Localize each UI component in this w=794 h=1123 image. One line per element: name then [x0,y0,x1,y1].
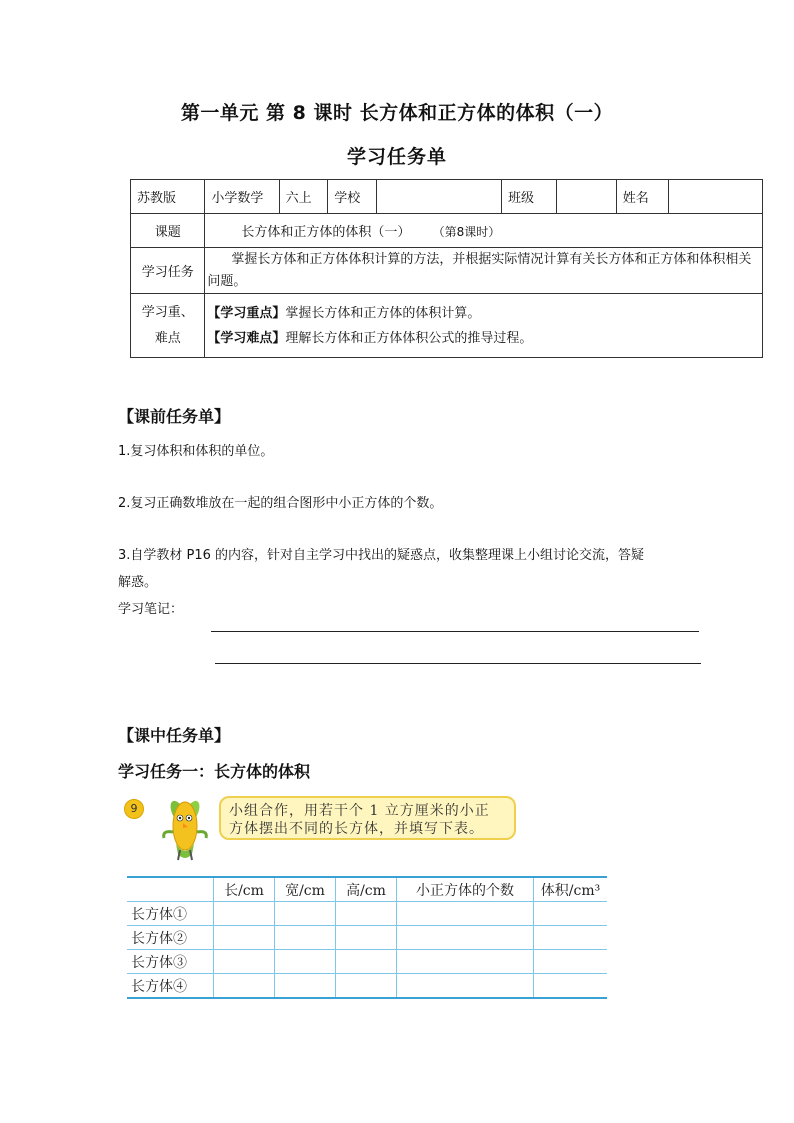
topic-label: 课题 [131,214,205,248]
problem-number-badge: 9 [124,799,144,819]
cell-length[interactable] [214,950,275,974]
cell-width[interactable] [275,950,336,974]
cell-count[interactable] [397,974,534,999]
school-label: 学校 [328,180,377,214]
notes-label: 学习笔记： [118,602,184,617]
table-row [127,926,607,950]
cell-count[interactable] [397,902,534,926]
pre-class-item-3-line2: 解惑。 [118,575,158,590]
cell-volume[interactable] [534,902,608,926]
pre-class-item-2: 2.复习正确数堆放在一起的组合图形中小正方体的个数。 [118,496,443,511]
edition-cell: 苏教版 [131,180,205,214]
page-subtitle: 学习任务单 [346,146,447,168]
pre-class-item-3-line1: 3.自学教材 P16 的内容，针对自主学习中找出的疑惑点，收集整理课上小组讨论交流，答疑 [118,548,645,563]
topic-period: （第8课时） [432,225,501,239]
table-row [127,974,607,999]
difficulty-point [207,326,756,351]
key-point [207,301,756,326]
class-field[interactable] [556,180,616,214]
cell-count[interactable] [397,926,534,950]
page-title: 第一单元 第 8 课时 长方体和正方体的体积（一） [180,102,614,124]
notes-line-1[interactable] [211,631,699,632]
cell-volume[interactable] [534,974,608,999]
cell-height[interactable] [336,926,397,950]
row-label: 长方体③ [127,950,214,974]
cell-length[interactable] [214,926,275,950]
in-class-heading: 【课中任务单】 [118,726,231,745]
difficulty-value: 理解长方体和正方体体积公式的推导过程。 [285,330,533,346]
focus-cell [205,294,763,358]
table-header-height: 高/cm [336,877,397,902]
cell-volume[interactable] [534,950,608,974]
row-label: 长方体④ [127,974,214,999]
cell-width[interactable] [275,926,336,950]
key-tag: 【学习重点】 [207,305,286,321]
topic-cell [205,214,763,248]
class-label: 班级 [502,180,557,214]
table-header-length: 长/cm [214,877,275,902]
name-field[interactable] [669,180,763,214]
cell-width[interactable] [275,902,336,926]
table-header-width: 宽/cm [275,877,336,902]
cell-height[interactable] [336,974,397,999]
topic-value: 长方体和正方体的体积（一） [241,225,411,240]
key-value: 掌握长方体和正方体的体积计算。 [285,305,481,321]
focus-label-line1: 学习重、 [141,304,194,320]
name-label: 姓名 [616,180,669,214]
table-header-volume: 体积/cm³ [534,877,608,902]
table-header-row [127,877,607,902]
row-label: 长方体① [127,902,214,926]
cell-height[interactable] [336,950,397,974]
cuboid-table [127,876,607,999]
speech-bubble [219,796,516,840]
focus-label-line2: 难点 [154,330,181,346]
cell-count[interactable] [397,950,534,974]
school-field[interactable] [376,180,501,214]
task1-title: 学习任务一：长方体的体积 [118,762,311,781]
cell-volume[interactable] [534,926,608,950]
task-value: 掌握长方体和正方体体积计算的方法，并根据实际情况计算有关长方体和正方体和体积相关问题。 [205,248,763,294]
notes-line-2[interactable] [215,663,701,664]
table-row [127,902,607,926]
table-header-corner [127,877,214,902]
row-label: 长方体② [127,926,214,950]
bubble-line-1: 小组合作，用若干个 1 立方厘米的小正 [229,803,490,819]
table-row [127,950,607,974]
task-label: 学习任务 [131,248,205,294]
pre-class-item-1: 1.复习体积和体积的单位。 [118,444,274,459]
cell-length[interactable] [214,902,275,926]
table-header-count: 小正方体的个数 [397,877,534,902]
corn-mascot-icon [156,790,218,862]
focus-label [131,294,205,358]
subject-cell: 小学数学 [205,180,279,214]
pre-class-heading: 【课前任务单】 [118,407,231,426]
cell-width[interactable] [275,974,336,999]
grade-cell: 六上 [279,180,328,214]
info-table [130,179,763,358]
difficulty-tag: 【学习难点】 [207,330,286,346]
cell-length[interactable] [214,974,275,999]
bubble-line-2: 方体摆出不同的长方体，并填写下表。 [229,821,484,837]
cell-height[interactable] [336,902,397,926]
